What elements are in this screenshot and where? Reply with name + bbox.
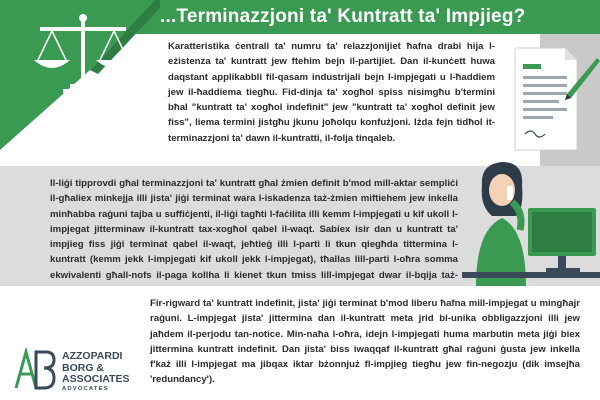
intro-paragraph: Karatteristika ċentrali ta' numru ta' relazzjonijiet ħafna drabi hija l-eżistenza ta' kuntratt jew ftehim bejn il-partijiet. Dan il-kunċett huwa daqstant applikabbli fil-qasam industrijali bejn l-impjegati u l-ħaddiem jew il-ħaddiema tiegħu. Fid-dinja ta' xogħol spiss nisimgħu b'termini bħal "kuntratt ta' xogħol indefinit" jew "kuntratt ta' xogħol definit jew fiss", liema termini jistgħu jkunu joħolqu konfużjoni. Iżda fejn tidħol it-terminazzjoni ta' dawn il-kuntratti, il-folja tinqaleb. [168,41,495,144]
woman-on-phone-illustration [462,156,600,286]
firm-name-line-1: AZZOPARDI [62,350,123,362]
firm-logo[interactable] [12,346,152,396]
indefinite-contract-paragraph: Fir-rigward ta' kuntratt indefinit, jista' jiġi terminat b'mod liberu ħafna mill-impjegat u mingħajr raġuni. L-impjegat jista' jittermina dan il-kuntratt meta jrid bl-unika obbligazzjoni illi jew jaħdem il-perjodu tan-notice. Min-naħa l-oħra, idejn l-impjegati huma marbutin meta jiġi biex jittermina kuntratt indefinit. Dan jista' biss iwaqqaf il-kuntratt għal raġuni ġusta jew inkella f'każ illi l-impjegat ma jibqax iktar bżonnjuż fl-impjieg tiegħu jew fin-negozju (dik imsejħa 'redundancy'). [150,298,580,386]
firm-monogram-icon [12,348,56,392]
intro-section [0,34,600,166]
definite-contract-paragraph: Il-liġi tipprovdi għal terminazzjoni ta' kuntratt għal żmien definit b'mod mill-aktar sempliċi il-għaliex minkejja illi jista' jiġi terminat wara l-iskadenza taż-żmien miftiehem jew inkella minħabba raġuni tajba u suffiċjenti, il-liġi tagħti l-faċilita illi kemm l-impjegati u kif ukoll l-impjegat jitterminaw il-kuntratt tax-xogħol qabel il-waqt. Sabiex isir dan u kuntratt ta' impjieg fiss jiġi terminat qabel il-waqt, jeħtieġ illi l-parti li tkun qiegħda tittermina l-kuntratt (kemm jekk l-impjegati kif ukoll jekk l-impjegat), tħallas lill-parti l-oħra somma ekwivalenti għall-nofs il-paga kollha li kienet tkun tmiss lill-impjegat dwar il-bqija taż- [50,178,458,281]
definite-contract-section [0,166,600,286]
firm-name [62,351,129,386]
firm-tagline: ADVOCATES [62,386,109,392]
firm-name-line-2: BORG & [62,361,104,374]
scales-of-justice-icon [0,0,160,166]
firm-name-line-3: ASSOCIATES [62,373,130,385]
document-pen-icon [505,34,600,166]
page-title: ...Terminazzjoni ta' Kuntratt ta' Impjieg? [160,6,526,27]
